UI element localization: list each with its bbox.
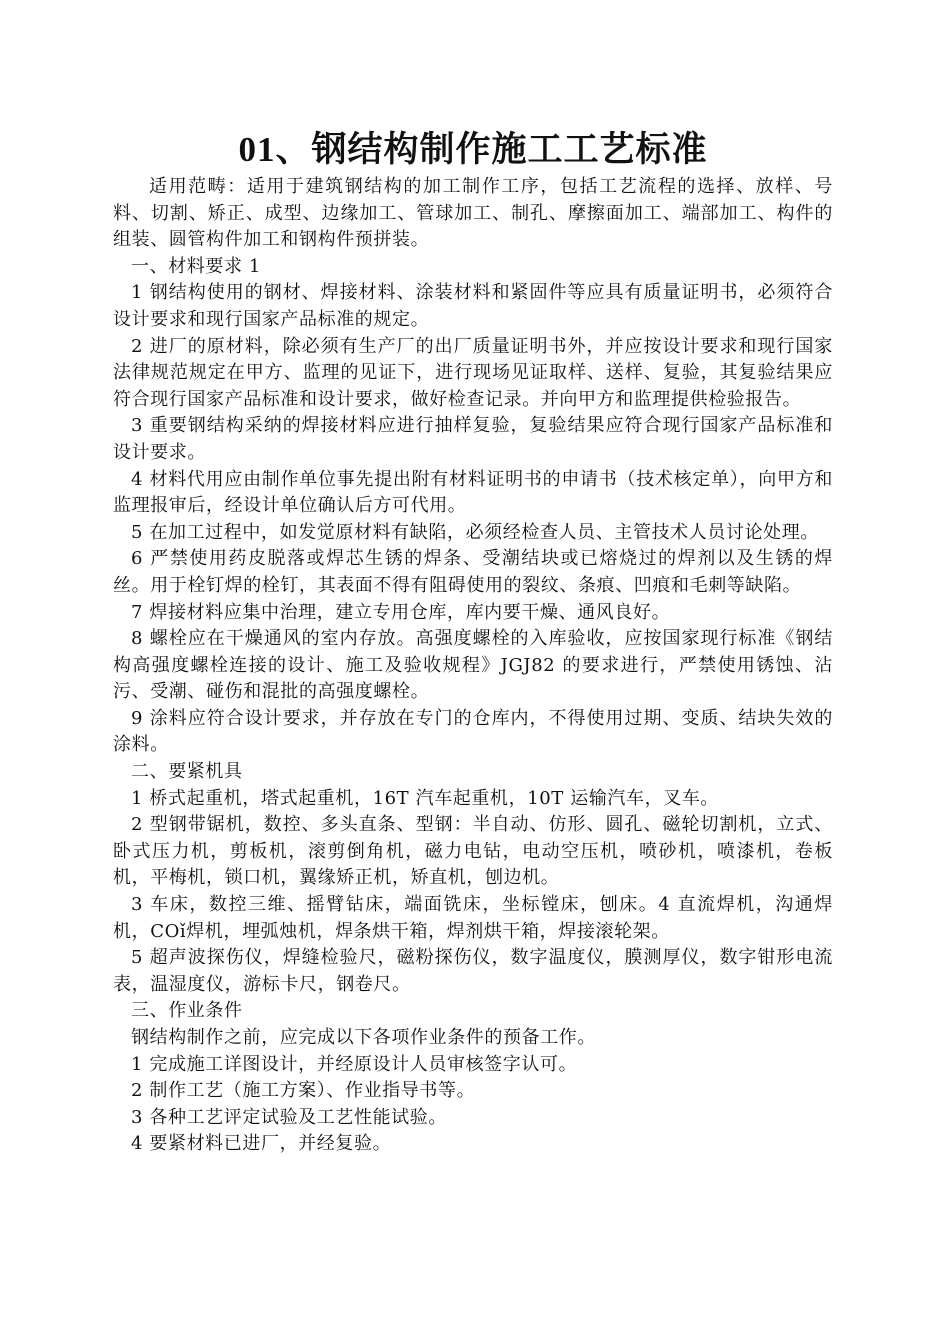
document-page — [113, 128, 833, 1158]
document-title: 01、钢结构制作施工工艺标准 — [238, 130, 708, 169]
materials-item-1: 1 钢结构使用的钢材、焊接材料、涂装材料和紧固件等应具有质量证明书，必须符合设计要求和现行国家产品标准的规定。 — [113, 282, 833, 330]
equipment-item-5: 5 超声波探伤仪，焊缝检验尺，磁粉探伤仪，数字温度仪，膜测厚仪，数字钳形电流表，温湿度仪，游标卡尺，钢卷尺。 — [113, 947, 833, 995]
materials-item-5: 5 在加工过程中，如发觉原材料有缺陷，必须经检查人员、主管技术人员讨论处理。 — [131, 521, 819, 543]
materials-item-2: 2 进厂的原材料，除必须有生产厂的出厂质量证明书外，并应按设计要求和现行国家法律规范规定在甲方、监理的见证下，进行现场见证取样、送样、复验，其复验结果应符合现行国家产品标准和设计要求，做好检查记录。并向甲方和监理提供检验报告。 — [113, 335, 833, 410]
conditions-item-1: 1 完成施工详图设计，并经原设计人员审核签字认可。 — [131, 1053, 578, 1075]
scope-paragraph: 适用范畴：适用于建筑钢结构的加工制作工序，包括工艺流程的选择、放样、号料、切割、矫正、成型、边缘加工、管球加工、制孔、摩擦面加工、端部加工、构件的组装、圆管构件加工和钢构件预拼装。 — [113, 176, 833, 251]
materials-item-4: 4 材料代用应由制作单位事先提出附有材料证明书的申请书（技术核定单），向甲方和监理报审后，经设计单位确认后方可代用。 — [113, 468, 833, 517]
equipment-item-3: 3 车床，数控三维、摇臂钻床，端面铣床，坐标镗床，刨床。4 直流焊机，沟通焊机，COǐ焊机，埋弧烛机，焊条烘干箱，焊剂烘干箱，焊接滚轮架。 — [113, 894, 833, 942]
document-body — [113, 174, 833, 1158]
materials-item-9: 9 涂料应符合设计要求，并存放在专门的仓库内，不得使用过期、变质、结块失效的涂料。 — [113, 707, 833, 756]
section-heading-materials: 一、材料要求 1 — [131, 255, 261, 277]
equipment-item-2: 2 型钢带锯机，数控、多头直条、型钢：半自动、仿形、圆孔、磁轮切割机，立式、卧式压力机，剪板机，滚剪倒角机，磁力电钻，电动空压机，喷砂机，喷漆机，卷板机，平梅机，锁口机，翼缘矫正机，矫直机，刨边机。 — [113, 814, 833, 889]
materials-item-3: 3 重要钢结构采纳的焊接材料应进行抽样复验，复验结果应符合现行国家产品标准和设计要求。 — [113, 415, 833, 463]
materials-item-8: 8 螺栓应在干燥通风的室内存放。高强度螺栓的入库验收，应按国家现行标准《钢结构高强度螺栓连接的设计、施工及验收规程》JGJ82 的要求进行，严禁使用锈蚀、沾污、受潮、碰伤和混批的高强度螺栓。 — [113, 628, 833, 703]
conditions-item-2: 2 制作工艺（施工方案）、作业指导书等。 — [131, 1080, 476, 1102]
section-heading-equipment: 二、要紧机具 — [131, 761, 243, 783]
conditions-item-4: 4 要紧材料已进厂，并经复验。 — [131, 1133, 392, 1155]
conditions-item-3: 3 各种工艺评定试验及工艺性能试验。 — [131, 1106, 447, 1128]
materials-item-6: 6 严禁使用药皮脱落或焊芯生锈的焊条、受潮结块或已熔烧过的焊剂以及生锈的焊丝。用于栓钉焊的栓钉，其表面不得有阻碍使用的裂纹、条痕、凹痕和毛刺等缺陷。 — [113, 548, 833, 596]
conditions-intro: 钢结构制作之前，应完成以下各项作业条件的预备工作。 — [131, 1027, 596, 1048]
materials-item-7: 7 焊接材料应集中治理，建立专用仓库，库内要干燥、通风良好。 — [131, 601, 671, 623]
equipment-item-1: 1 桥式起重机，塔式起重机，16T 汽车起重机，10T 运输汽车，叉车。 — [131, 787, 720, 809]
section-heading-conditions: 三、作业条件 — [131, 1000, 243, 1022]
